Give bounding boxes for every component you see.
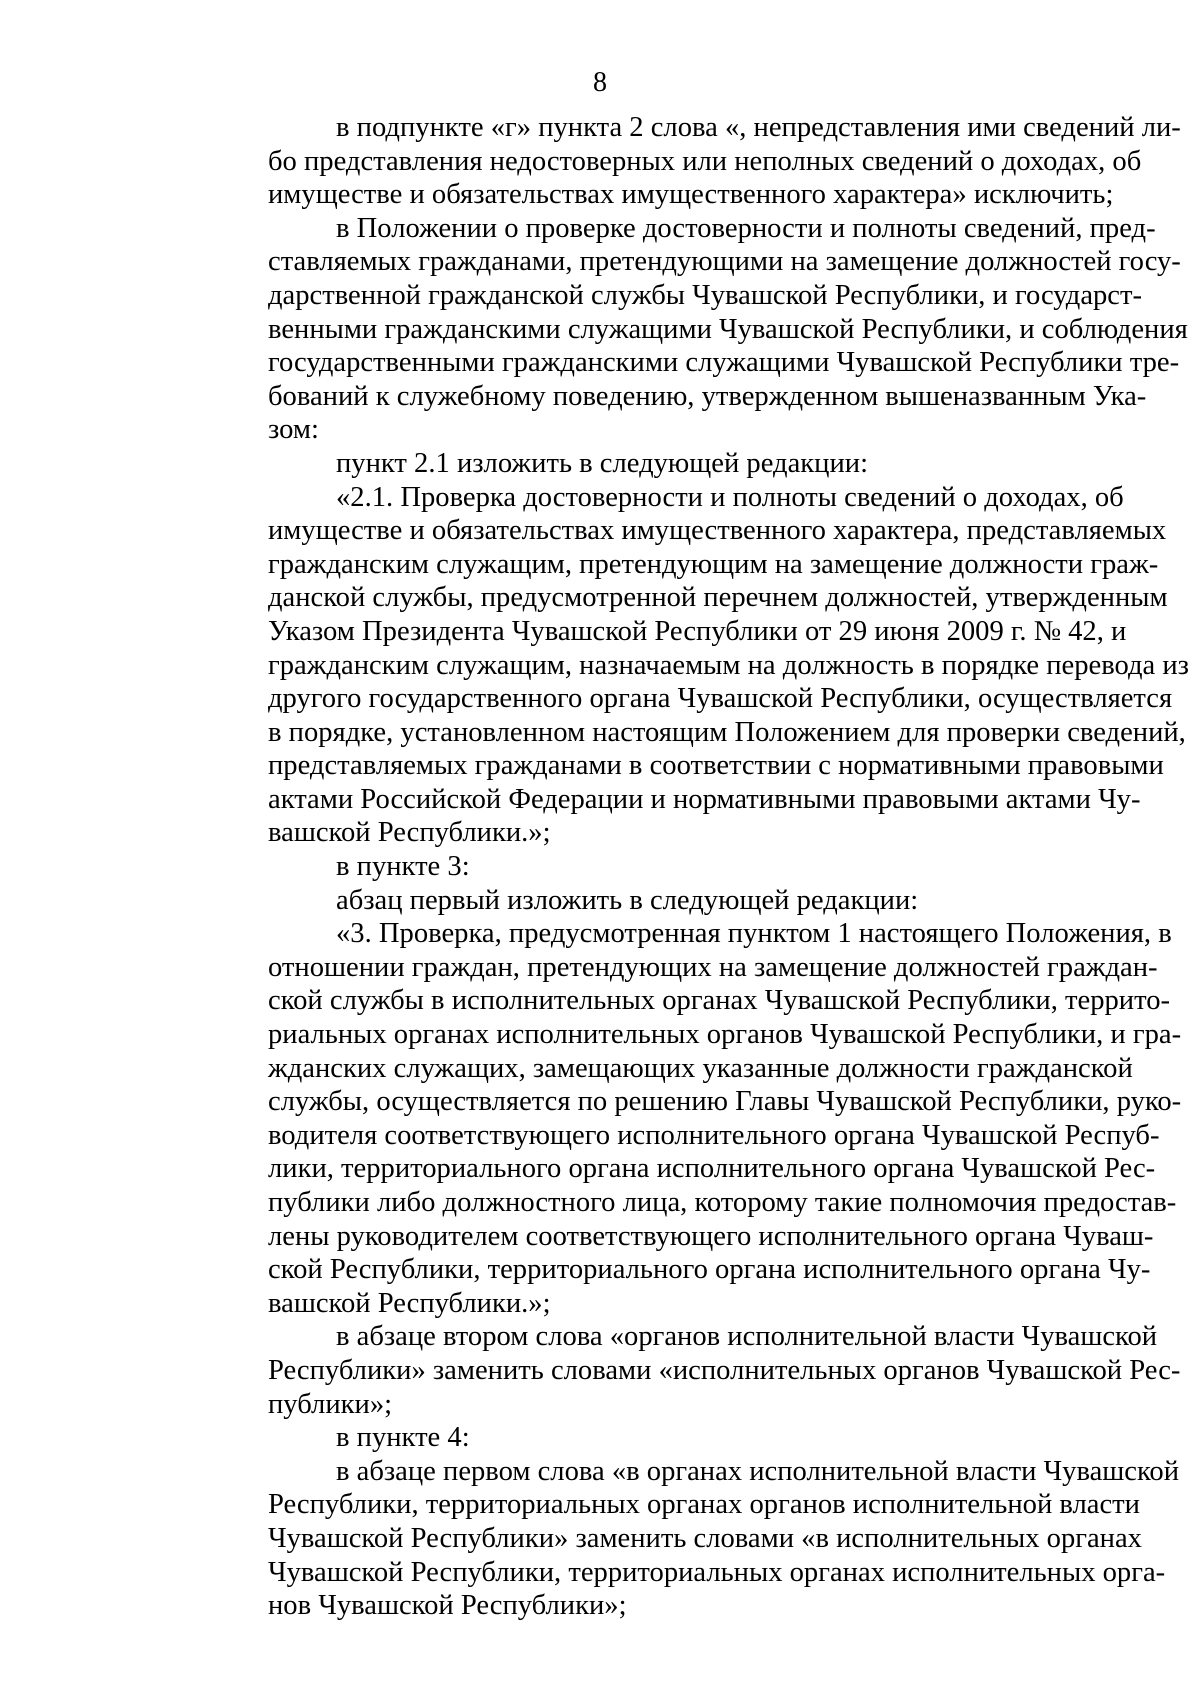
text-line: риальных органах исполнительных органов Чувашской Республики, и гра-	[268, 1019, 1182, 1051]
text-line: ской Республики, территориального органа исполнительного органа Чу-	[268, 1254, 1151, 1286]
paragraph	[200, 884, 1110, 918]
text-line: данской службы, предусмотренной перечнем должностей, утвержденным	[268, 582, 1168, 614]
text-line: отношении граждан, претендующих на замещение должностей граждан-	[268, 951, 1158, 983]
text-line: водителя соответствующего исполнительного органа Чувашской Респуб-	[268, 1119, 1160, 1151]
text-line: гражданским служащим, претендующим на замещение должности граж-	[268, 548, 1159, 580]
text-line: ставляемых гражданами, претендующими на замещение должностей госу-	[268, 246, 1181, 278]
text-line: пункт 2.1 изложить в следующей редакции:	[336, 447, 869, 479]
page-number: 8	[593, 67, 607, 98]
paragraph	[200, 917, 1182, 1320]
text-line: в пункте 4:	[336, 1422, 470, 1454]
text-line: публики»;	[268, 1388, 393, 1420]
text-line: вашской Республики.»;	[268, 817, 551, 849]
text-line: другого государственного органа Чувашской Республики, осуществляется	[268, 683, 1173, 715]
text-line: Указом Президента Чувашской Республики от 29 июня 2009 г. № 42, и	[268, 615, 1127, 647]
text-line: зом:	[268, 414, 319, 446]
text-line: в Положении о проверке достоверности и полноты сведений, пред-	[336, 212, 1156, 244]
text-line: публики либо должностного лица, которому такие полномочия предостав-	[268, 1187, 1177, 1218]
text-line: вашской Республики.»;	[268, 1287, 551, 1319]
paragraph	[200, 481, 1189, 851]
text-line: лены руководителем соответствующего исполнительного органа Чуваш-	[268, 1220, 1154, 1252]
text-line: службы, осуществляется по решению Главы Чувашской Республики, руко-	[268, 1086, 1182, 1118]
text-line: жданских служащих, замещающих указанные должности гражданской	[268, 1052, 1133, 1084]
text-line: государственными гражданскими служащими Чувашской Республики тре-	[268, 347, 1180, 379]
text-line: в подпункте «г» пункта 2 слова «, непредставления ими сведений ли-	[336, 112, 1181, 143]
text-line: Республики» заменить словами «исполнительных органов Чувашской Рес-	[268, 1354, 1181, 1386]
text-line: бо представления недостоверных или неполных сведений о доходах, об	[268, 145, 1142, 177]
paragraph	[200, 850, 1110, 884]
text-line: дарственной гражданской службы Чувашской Республики, и государст-	[268, 279, 1143, 311]
paragraph	[200, 447, 1110, 481]
text-line: нов Чувашской Республики»;	[268, 1590, 627, 1622]
text-line: Чувашской Республики» заменить словами «в исполнительных органах	[268, 1522, 1142, 1554]
paragraph	[200, 1421, 1110, 1455]
text-line: абзац первый изложить в следующей редакции:	[336, 884, 919, 916]
document-body	[200, 111, 1189, 1623]
text-line: «2.1. Проверка достоверности и полноты сведений о доходах, об	[336, 481, 1124, 513]
text-line: имуществе и обязательствах имущественного характера, представляемых	[268, 515, 1167, 547]
text-line: представляемых гражданами в соответствии с нормативными правовыми	[268, 750, 1164, 782]
paragraph	[200, 111, 1181, 212]
text-line: Республики, территориальных органах органов исполнительной власти	[268, 1489, 1140, 1521]
text-line: венными гражданскими служащими Чувашской Республики, и соблюдения	[268, 313, 1188, 345]
text-line: имуществе и обязательствах имущественного характера» исключить;	[268, 179, 1114, 211]
paragraph	[200, 212, 1188, 447]
text-line: в пункте 3:	[336, 851, 470, 883]
text-line: бований к служебному поведению, утвержденном вышеназванным Ука-	[268, 380, 1147, 412]
text-line: актами Российской Федерации и нормативными правовыми актами Чу-	[268, 783, 1141, 815]
text-line: в абзаце втором слова «органов исполнительной власти Чувашской	[336, 1321, 1158, 1353]
text-line: «3. Проверка, предусмотренная пунктом 1 настоящего Положения, в	[336, 918, 1172, 950]
text-line: в абзаце первом слова «в органах исполнительной власти Чувашской	[336, 1455, 1180, 1487]
paragraph	[200, 1455, 1180, 1623]
text-line: Чувашской Республики, территориальных органах исполнительных орга-	[268, 1556, 1166, 1588]
text-line: гражданским служащим, назначаемым на должность в порядке перевода из	[268, 649, 1189, 681]
paragraph	[200, 1320, 1181, 1421]
text-line: лики, территориального органа исполнительного органа Чувашской Рес-	[268, 1153, 1156, 1185]
text-line: ской службы в исполнительных органах Чувашской Республики, террито-	[268, 985, 1171, 1017]
text-line: в порядке, установленном настоящим Положением для проверки сведений,	[268, 716, 1186, 748]
